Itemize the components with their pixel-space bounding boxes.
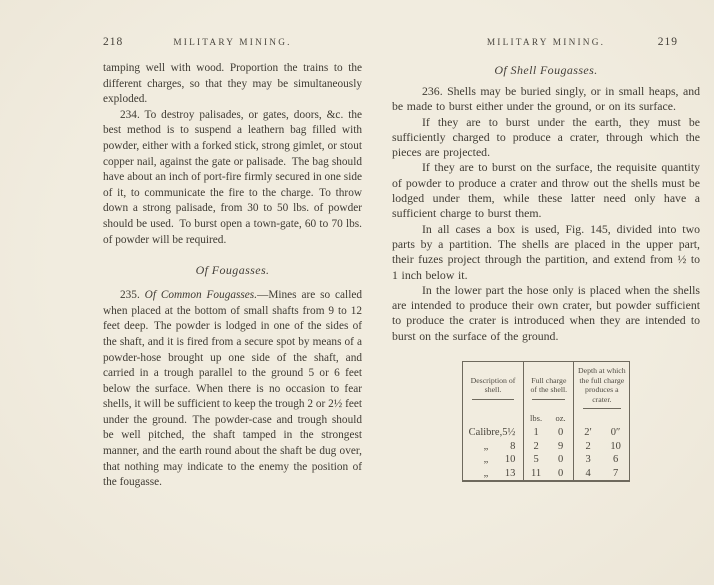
page-left [103, 38, 362, 491]
table-cell-description: „ 10 [483, 454, 516, 466]
page-header-left [103, 38, 362, 52]
table-cell: 10 [610, 440, 621, 452]
paragraph-235-text: —Mines are so called when placed at the bottom of small shafts from 9 to 12 feet deep. The powder is lodged in one of the sides of the shaft, and it is fired from a secure spot by means of a powder-hose brought up one side of the shaft, and carried in a trough parallel to the ground 5 or 6 feet below the surface. When there is no occasion to fear shells, it will be sufficient to keep the trough 2 or 2½ feet under the ground. The powder-case and trough should be well pitched, the shaft tamped in the strongest manner, and the earth round about the shaft be dug over, that nothing may indicate to the enemy the position of the fougasse. [103, 289, 363, 489]
table-cell: 2 [574, 440, 602, 454]
table-cell-description: „ 8 [483, 440, 516, 452]
table-cell: 2 [524, 440, 548, 454]
table-cell [574, 412, 602, 424]
paragraph-235 [103, 288, 362, 491]
column-header-full-charge: Full charge of the shell. [524, 362, 574, 413]
section-heading-of-shell-fougasses: Of Shell Fougasses. [494, 63, 598, 77]
table-cell: 2′ [574, 424, 602, 440]
page-right [392, 38, 700, 482]
header-rule [583, 408, 620, 409]
paragraph-235-lead: Of Common Fougasses. [144, 289, 258, 302]
table-cell: 5 [524, 453, 548, 467]
table-cell: 7 [612, 467, 619, 479]
table-cell [462, 412, 524, 424]
table-cell: 0″ [610, 427, 621, 439]
column-header-depth: Depth at which the full charge produces a crater. [574, 362, 630, 413]
table-row [462, 440, 630, 454]
table-cell: 3 [574, 453, 602, 467]
table-cell: 0 [557, 454, 564, 466]
unit-label-lbs: lbs. [524, 412, 548, 424]
running-title-left: MILITARY MINING. [173, 38, 292, 48]
running-title-right: MILITARY MINING. [486, 38, 606, 48]
unit-label-oz: oz. [555, 413, 566, 424]
header-rule [532, 399, 565, 400]
table-cell: 0 [557, 427, 564, 439]
table-cell: 0 [557, 467, 564, 479]
table-row [462, 424, 630, 440]
shell-charge-table [462, 361, 631, 482]
page-header-right [392, 38, 700, 52]
paragraph-235-number: 235. [120, 289, 145, 302]
paragraph-236: 236. Shells may be buried singly, or in small heaps, and be made to burst either under the ground, or on its surface. [392, 84, 700, 114]
header-rule [472, 399, 513, 400]
paragraph-burst-under-earth: If they are to burst under the earth, they must be sufficiently charged to produce a crater, through which the pieces are projected. [392, 114, 700, 160]
table-cell-description: Calibre, 5½ [468, 427, 516, 439]
section-heading-of-fougasses: Of Fougasses. [195, 263, 270, 278]
table-cell-description: „ 13 [483, 467, 516, 479]
paragraph-234: 234. To destroy palisades, or gates, doors, &c. the best method is to suspend a leathern bag filled with powder, either with a forked stick, strong gimlet, or stout copper nail, against the gate or palisade. The bag should have about an inch of port-fire firmly secured in one side of it, to communicate the fire to the charge. To throw down a strong palisade, from 30 to 50 lbs. of powder should be used. To burst open a town-gate, 60 to 70 lbs. of powder will be required. [103, 108, 362, 246]
table-header-row [462, 362, 630, 413]
paragraph-continuation: tamping well with wood. Proportion the trains to the different charges, so that they may be simultaneously exploded. [103, 62, 362, 106]
table-units-row [462, 412, 630, 424]
table-row [462, 453, 630, 467]
column-header-description: Description of shell. [462, 362, 524, 413]
table-cell: 6 [612, 454, 619, 466]
page-number-right: 219 [657, 36, 678, 48]
page-number-left: 218 [103, 36, 124, 48]
table-row [462, 467, 630, 482]
table-cell: 9 [557, 440, 564, 452]
table-cell: 11 [524, 467, 548, 482]
paragraph-box-fig-145: In all cases a box is used, Fig. 145, divided into two parts by a partition. The shells are placed in the upper part, their fuzes project through the partition, and extend from ½ to 1 inch below it. [392, 221, 700, 282]
table-cell: 1 [524, 424, 548, 440]
paragraph-burst-on-surface: If they are to burst on the surface, the requisite quantity of powder to produce a crater and throw out the shells must be lodged under them, while these latter need only have a sufficient charge to burst them. [392, 160, 700, 221]
table-cell: 4 [574, 467, 602, 482]
table-cell [602, 412, 630, 424]
paragraph-lower-part-hose: In the lower part the hose only is placed when the shells are intended to produce their own crater, but powder sufficient to produce the crater is introduced when they are intended to burst on the surface of the ground. [392, 282, 700, 343]
